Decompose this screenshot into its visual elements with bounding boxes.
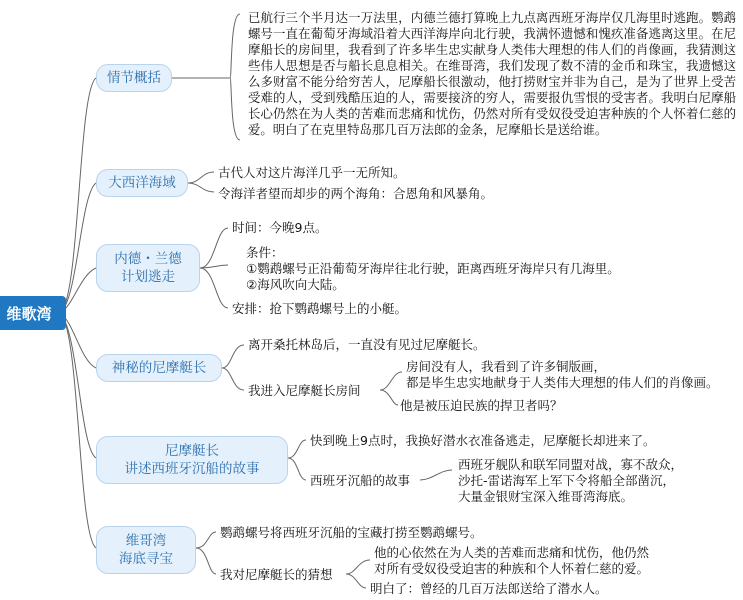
captain-leaf-1: 离开桑托林岛后，一直没有见过尼摩艇长。 xyxy=(248,337,486,352)
room-line-2: 都是毕生忠实地献身于人类伟大理想的伟人们的肖像画。 xyxy=(406,375,719,390)
room-line-1: 房间没有人，我看到了许多铜版画， xyxy=(406,359,607,374)
shipwreck-line-2: 沙托-雷诺海军上军下令将船全部凿沉， xyxy=(458,473,676,488)
shipwreck-label-1: 尼摩艇长 xyxy=(165,443,219,459)
ned-escape-label-1: 内德・兰德 xyxy=(114,251,182,267)
shipwreck-leaf-2: 西班牙沉船的故事 xyxy=(310,473,411,488)
topic-ned-escape[interactable] xyxy=(96,244,200,292)
heart-line-2: 对所有受奴役受迫害的种族和个人怀着仁慈的爱。 xyxy=(374,561,650,576)
shipwreck-line-1: 西班牙舰队和联军同盟对战，寡不敌众， xyxy=(458,457,684,472)
escape-time: 时间：今晚9点。 xyxy=(232,220,328,235)
captain-leaf-2: 我进入尼摩艇长房间 xyxy=(248,383,361,398)
shipwreck-details xyxy=(456,456,685,506)
condition-1: ①鹦鹉螺号正沿葡萄牙海岸往北行驶，距离西班牙海岸只有几海里。 xyxy=(246,261,620,276)
heart-line-1: 他的心依然在为人类的苦难而悲痛和忧伤，他仍然 xyxy=(374,545,650,560)
shipwreck-leaf-1: 快到晚上9点时，我换好潜水衣准备逃走，尼摩艇长却进来了。 xyxy=(310,433,656,448)
topic-plot-summary[interactable]: 情节概括 xyxy=(96,64,172,92)
ned-escape-label-2: 计划逃走 xyxy=(121,269,175,285)
root-node[interactable]: 维歌湾 xyxy=(0,296,66,330)
topic-mysterious-captain[interactable]: 神秘的尼摩艇长 xyxy=(96,354,222,382)
topic-shipwreck-story[interactable] xyxy=(96,436,288,484)
defender-question: 他是被压迫民族的捍卫者吗？ xyxy=(400,398,563,413)
plot-summary-text: 已航行三个半月达一万法里，内德兰德打算晚上九点离西班牙海岸仅几海里时逃跑。鹦鹉螺号一直在葡萄牙海域沿着大西洋海岸向北行驶，我满怀遗憾和愧疚准备逃离这里。在尼摩船长的房间里，我看到了许多毕生忠实献身人类伟大理想的伟人们的肖像画，我猜测这些伟人思想是否与船长息息相关。在维哥湾，我们发现了数不清的金币和珠宝，我遗憾这么多财富不能分给穷苦人，尼摩船长很激动，他打捞财宝并非为自己，是为了世界上受苦受难的人，受到残酷压迫的人，需要接济的穷人，需要报仇雪恨的受害者。我明白尼摩船长心仍然在为人类的苦难而悲痛和忧伤，仍然对所有受奴役受迫害种族的个人怀着仁慈的爱。明白了在克里特岛那几百万法郎的金条，尼摩船长是送给谁。 xyxy=(248,10,736,137)
room-description xyxy=(404,358,721,392)
treasure-leaf-2: 我对尼摩艇长的猜想 xyxy=(220,567,333,582)
treasure-label-2: 海底寻宝 xyxy=(119,551,173,567)
atlantic-leaf-1: 古代人对这片海洋几乎一无所知。 xyxy=(218,165,406,180)
money-understood: 明白了：曾经的几百万法郎送给了潜水人。 xyxy=(370,581,608,596)
atlantic-leaf-2: 令海洋者望而却步的两个海角：合恩角和风暴角。 xyxy=(218,186,494,201)
condition-2: ②海风吹向大陆。 xyxy=(246,277,345,292)
topic-vigo-treasure[interactable] xyxy=(96,526,196,574)
escape-plan: 安排：抢下鹦鹉螺号上的小艇。 xyxy=(232,301,408,316)
escape-conditions xyxy=(244,244,622,294)
shipwreck-label-2: 讲述西班牙沉船的故事 xyxy=(124,461,260,477)
conditions-title: 条件： xyxy=(246,245,284,260)
topic-atlantic[interactable]: 大西洋海域 xyxy=(96,169,188,197)
captain-heart xyxy=(372,544,651,578)
shipwreck-line-3: 大量金银财宝深入维哥湾海底。 xyxy=(458,489,634,504)
treasure-leaf-1: 鹦鹉螺号将西班牙沉船的宝藏打捞至鹦鹉螺号。 xyxy=(220,525,483,540)
treasure-label-1: 维哥湾 xyxy=(125,533,167,549)
